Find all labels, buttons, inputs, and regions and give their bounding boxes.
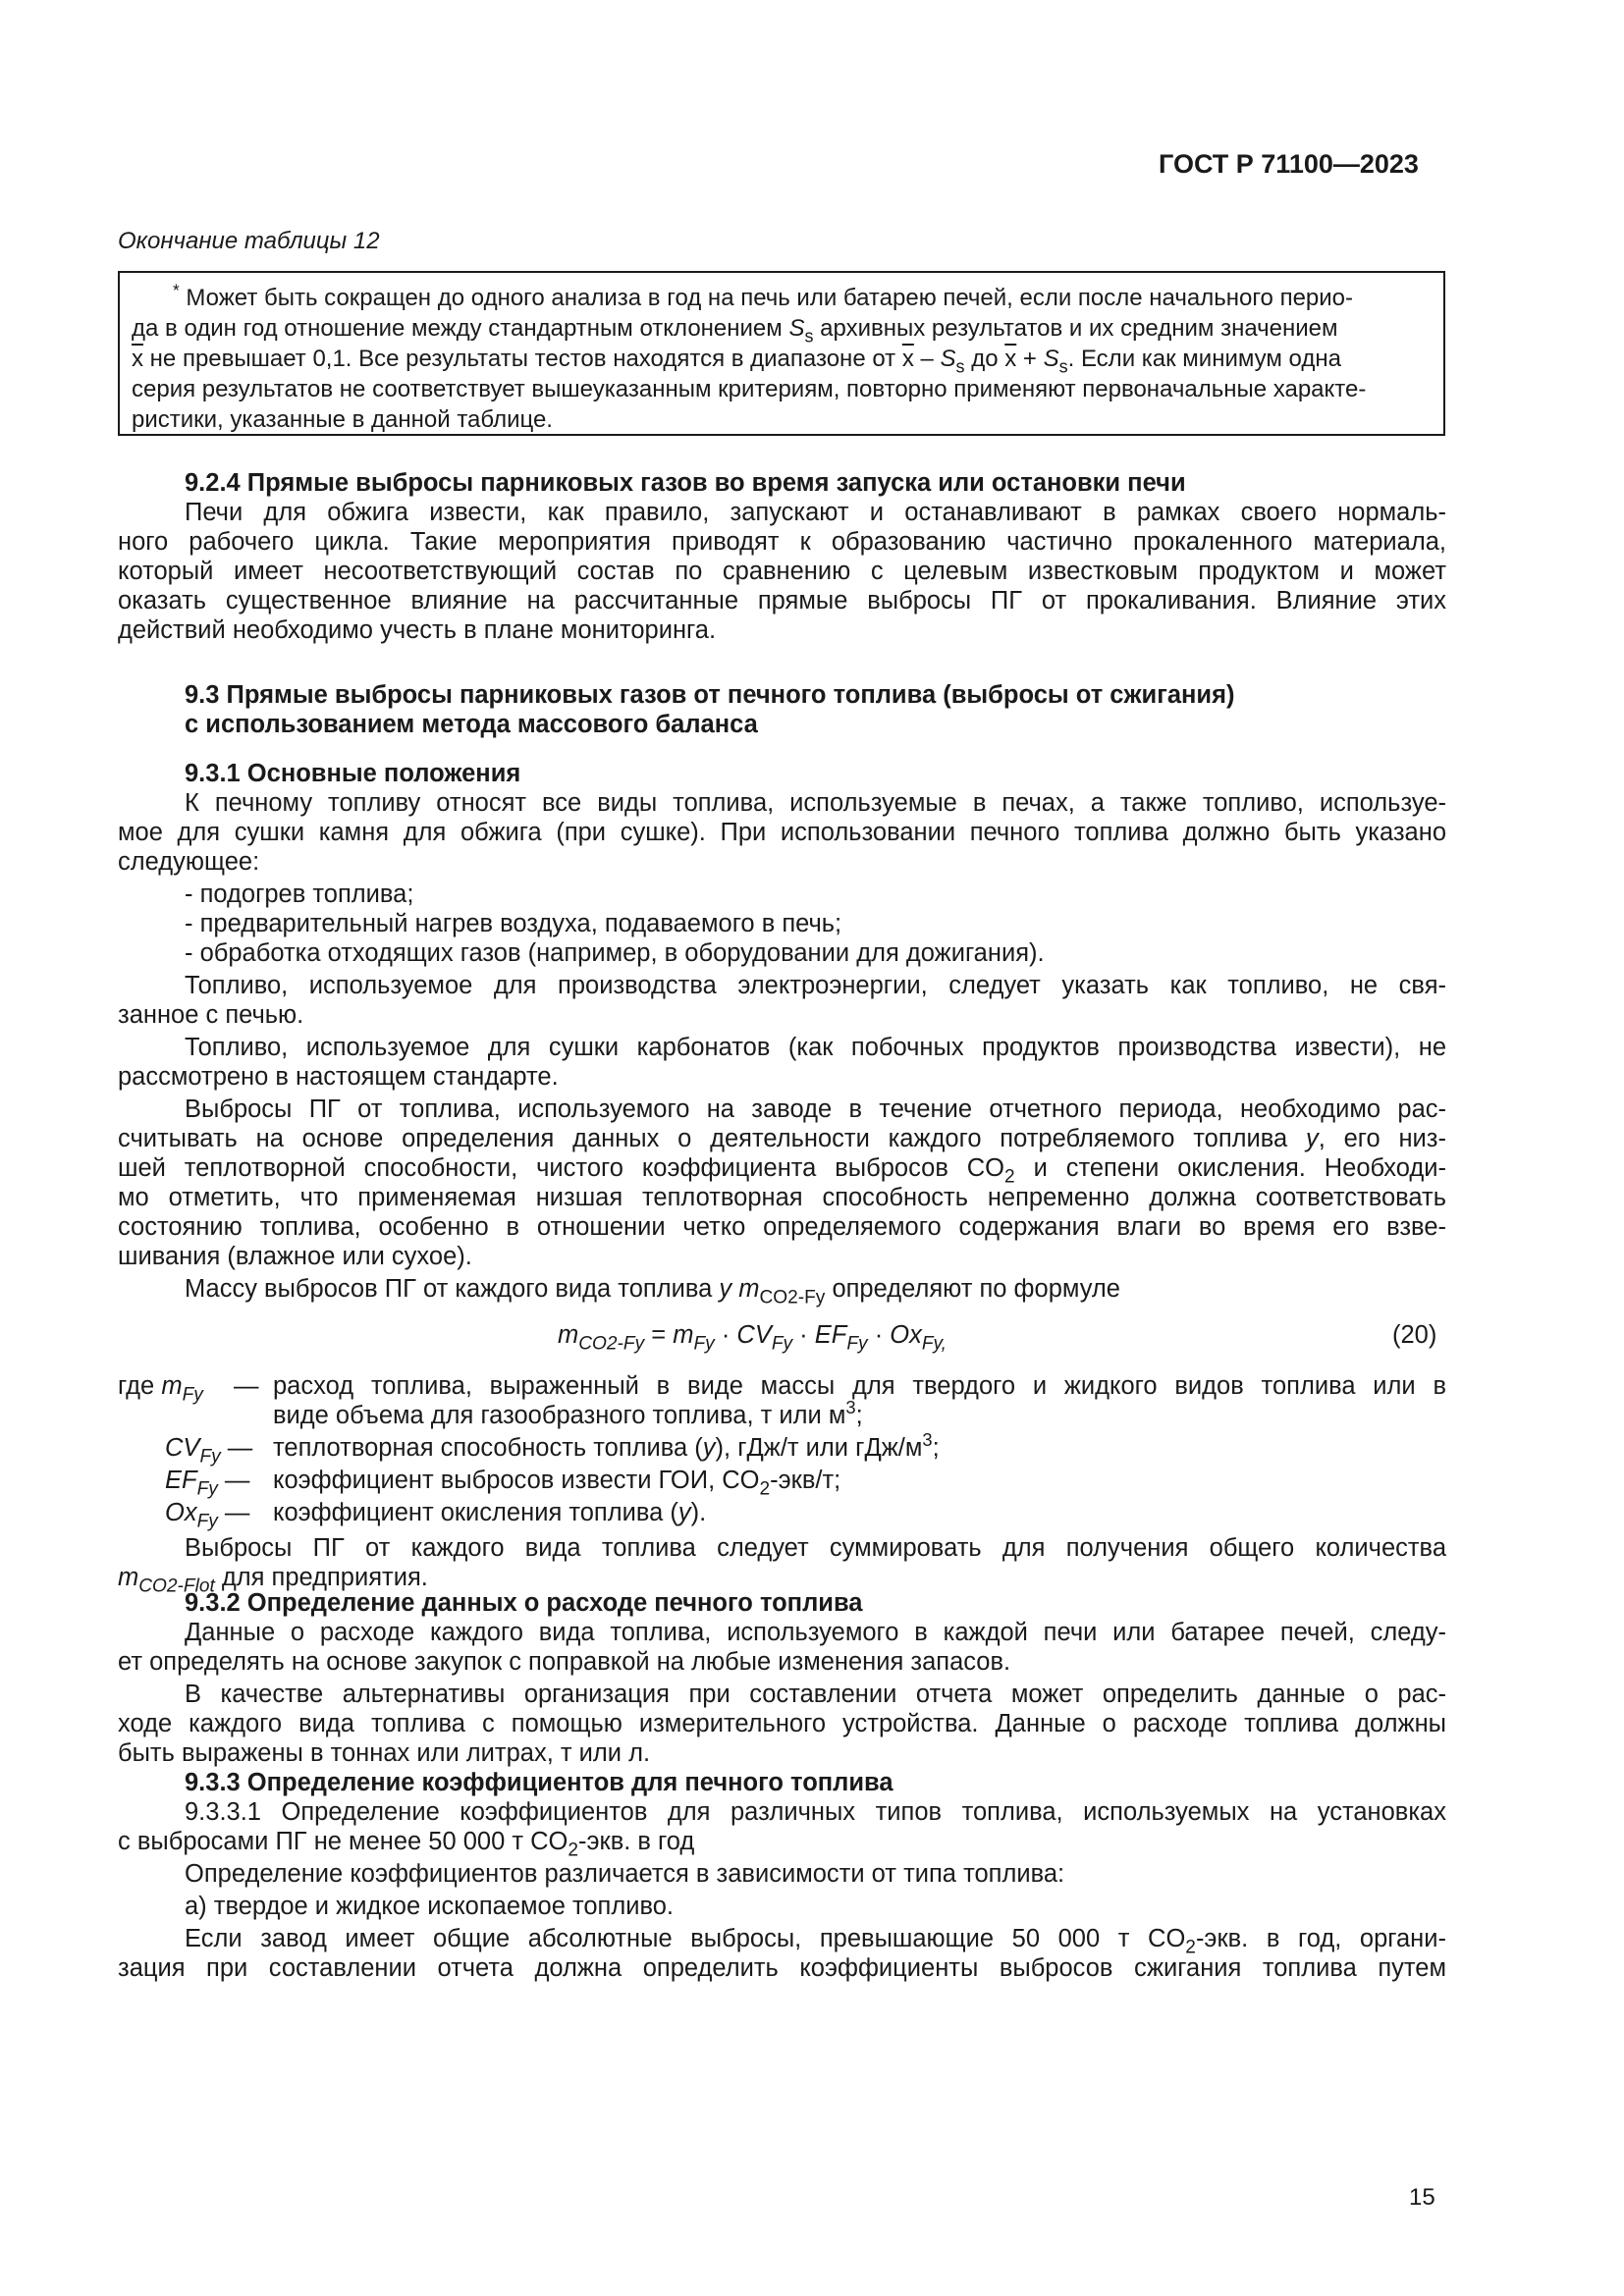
where-cv-symbol: $CV_{Fy}$ —	[165, 1434, 253, 1468]
paragraph-line: Топливо, используемое для сушки карбонатов (как побочных продуктов производства извести), не	[185, 1034, 1446, 1061]
paragraph-line: ходе каждого вида топлива с помощью измерительного устройства. Данные о расходе топлива должны	[118, 1710, 1446, 1737]
where-dash: —	[234, 1372, 259, 1400]
paragraph-line: Если завод имеет общие абсолютные выбросы, превышающие 50 000 т $CO_2$-экв. в год, органи-	[185, 1925, 1446, 1958]
paragraph-line: ет определять на основе закупок с поправкой на любые изменения запасов.	[118, 1648, 1011, 1676]
paragraph-line: К печному топливу относят все виды топлива, используемые в печах, а также топливо, используе-	[185, 789, 1446, 817]
paragraph-line: Печи для обжига извести, как правило, запускают и останавливают в рамках своего нормаль-	[185, 499, 1446, 526]
section-9-3-heading: 9.3 Прямые выбросы парниковых газов от печного топлива (выбросы от сжигания)	[185, 681, 1235, 709]
paragraph-line: мо отметить, что применяемая низшая теплотворная способность непременно должна соответствовать	[118, 1184, 1446, 1211]
list-item: - подогрев топлива;	[185, 881, 414, 908]
paragraph-line: $m_{CO2-Flot}$ для предприятия.	[118, 1564, 428, 1597]
paragraph-line: шей теплотворной способности, чистого коэффициента выбросов $CO_2$ и степени окисления. Необходи-	[118, 1154, 1446, 1188]
paragraph-line: 9.3.3.1 Определение коэффициентов для различных типов топлива, используемых на установках	[185, 1798, 1446, 1826]
where-ef-desc: коэффициент выбросов извести ГОИ, $CO_2-экв/т$;	[273, 1467, 841, 1500]
paragraph-line: быть выражены в тоннах или литрах, т или л.	[118, 1739, 651, 1767]
paragraph-line: Данные о расходе каждого вида топлива, используемого в каждой печи или батарее печей, следу-	[185, 1619, 1446, 1646]
paragraph-line: В качестве альтернативы организация при составлении отчета может определить данные о рас-	[185, 1681, 1446, 1708]
where-m-desc: расход топлива, выраженный в виде массы для твердого и жидкого видов топлива или в	[273, 1372, 1446, 1400]
list-item: - обработка отходящих газов (например, в оборудовании для дожигания).	[185, 939, 1045, 967]
footnote-line-3: $\overline{x}$ не превышает 0,1. Все результаты тестов находятся в диапазоне от $\overline{x} - S_s$ до $\overline{x} + S_s$. Если как минимум одна	[132, 346, 1341, 377]
paragraph-line: действий необходимо учесть в плане мониторинга.	[118, 616, 717, 644]
footnote-line-4: серия результатов не соответствует вышеуказанным критериям, повторно применяют первоначальные характе-	[132, 376, 1367, 402]
footnote-line-5: ристики, указанные в данной таблице.	[132, 406, 553, 433]
paragraph-line: Выбросы ПГ от топлива, используемого на заводе в течение отчетного периода, необходимо рас-	[185, 1095, 1446, 1123]
section-9-3-1-heading: 9.3.1 Основные положения	[185, 760, 521, 787]
paragraph-line: Выбросы ПГ от каждого вида топлива следует суммировать для получения общего количества	[185, 1534, 1446, 1562]
where-ox-desc: коэффициент окисления топлива (y).	[273, 1499, 707, 1526]
formula-number: (20)	[1392, 1321, 1437, 1349]
paragraph-line: считывать на основе определения данных о деятельности каждого потребляемого топлива y, его низ-	[118, 1125, 1446, 1152]
list-item: а) твердое и жидкое ископаемое топливо.	[185, 1893, 675, 1920]
section-9-3-2-heading: 9.3.2 Определение данных о расходе печного топлива	[185, 1589, 863, 1617]
footnote-line-1: * Может быть сокращен до одного анализа в год на печь или батарею печей, если после начального перио-	[173, 280, 1354, 311]
footnote-line-2: да в один год отношение между стандартным отклонением $S_s$ архивных результатов и их средним значением	[132, 315, 1338, 347]
section-9-2-4-heading: 9.2.4 Прямые выбросы парниковых газов во время запуска или остановки печи	[185, 469, 1186, 497]
paragraph-line: мое для сушки камня для обжига (при сушке). При использовании печного топлива должно быть указано	[118, 819, 1446, 846]
paragraph-line: следующее:	[118, 848, 260, 876]
where-label: где $m_{Fy}$	[118, 1372, 203, 1406]
where-m-desc-cont: виде объема для газообразного топлива, т или $м^3$;	[273, 1396, 863, 1429]
table-continuation-caption: Окончание таблицы 12	[118, 228, 380, 254]
where-ef-symbol: $EF_{Fy}$ —	[165, 1467, 250, 1500]
list-item: - предварительный нагрев воздуха, подаваемого в печь;	[185, 910, 842, 937]
paragraph-line: ного рабочего цикла. Такие мероприятия приводят к образованию частично прокаленного материала,	[118, 528, 1446, 556]
section-9-3-heading-cont: с использованием метода массового баланса	[185, 711, 758, 738]
where-cv-desc: теплотворная способность топлива (y), гДж/т или гДж/$м^3$;	[273, 1428, 940, 1462]
document-code-header: ГОСТ Р 71100—2023	[1159, 149, 1419, 179]
paragraph-line: шивания (влажное или сухое).	[118, 1243, 472, 1270]
paragraph-line: состоянию топлива, особенно в отношении четко определяемого содержания влаги во время его взве-	[118, 1213, 1446, 1241]
paragraph-line: Определение коэффициентов различается в зависимости от типа топлива:	[185, 1860, 1065, 1888]
table-footnote-box	[118, 271, 1445, 436]
page-number: 15	[1409, 2184, 1435, 2211]
section-9-3-3-heading: 9.3.3 Определение коэффициентов для печного топлива	[185, 1769, 893, 1796]
paragraph-line: Топливо, используемое для производства электроэнергии, следует указать как топливо, не свя-	[185, 972, 1446, 999]
paragraph-line: рассмотрено в настоящем стандарте.	[118, 1063, 559, 1091]
paragraph-line: который имеет несоответствующий состав по сравнению с целевым известковым продуктом и может	[118, 558, 1446, 585]
paragraph-line: Массу выбросов ПГ от каждого вида топлива y $m_{CO2-Fy}$ определяют по формуле	[185, 1275, 1120, 1308]
paragraph-line: зация при составлении отчета должна определить коэффициенты выбросов сжигания топлива путем	[118, 1954, 1446, 1982]
paragraph-line: занное с печью.	[118, 1001, 304, 1029]
paragraph-line: с выбросами ПГ не менее 50 000 т $CO_2$-экв. в год	[118, 1828, 695, 1861]
where-ox-symbol: $Ox_{Fy}$ —	[165, 1499, 250, 1532]
formula-20: $m_{CO2-Fy} = m_{Fy} \cdot CV_{Fy} \cdot EF_{Fy} \cdot Ox_{Fy,}$	[558, 1321, 947, 1355]
paragraph-line: оказать существенное влияние на рассчитанные прямые выбросы ПГ от прокаливания. Влияние этих	[118, 587, 1446, 614]
